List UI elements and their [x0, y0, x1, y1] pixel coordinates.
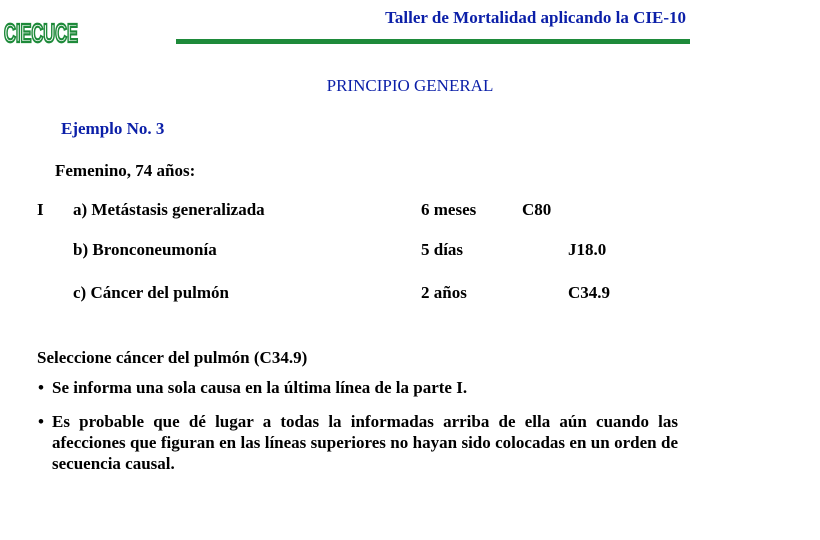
header-divider — [176, 39, 690, 44]
part-label: I — [37, 200, 44, 219]
bullet-text: Es probable que dé lugar a todas la informadas arriba de ella aún cuando las afecciones que figuran en las líneas superiores no hayan sido colocadas en un orden de secuencia causal. — [52, 412, 678, 473]
example-label: Ejemplo No. 3 — [61, 119, 165, 138]
cause-row-a-label: a) Metástasis generalizada — [73, 200, 265, 219]
cause-row-c-code: C34.9 — [568, 283, 611, 302]
cause-row-c-interval: 2 años — [421, 283, 467, 302]
cause-row-a-interval: 6 meses — [421, 200, 477, 219]
bullet-item — [38, 411, 678, 474]
cause-row-c-label: c) Cáncer del pulmón — [73, 283, 229, 302]
cause-row-b-label: b) Bronconeumonía — [73, 240, 217, 259]
cause-row-b-code: J18.0 — [568, 240, 607, 259]
cause-row-b-interval: 5 días — [421, 240, 464, 259]
bullet-text: Se informa una sola causa en la última línea de la parte I. — [52, 378, 468, 397]
bullet-dot-icon: • — [38, 378, 44, 397]
svg-text:CIECUCE: CIECUCE — [4, 18, 78, 48]
section-title: PRINCIPIO GENERAL — [326, 76, 494, 95]
cie-logo — [2, 2, 80, 52]
bullet-dot-icon: • — [38, 412, 44, 431]
bullet-item — [38, 377, 598, 398]
cause-row-a-code: C80 — [522, 200, 552, 219]
header-title: Taller de Mortalidad aplicando la CIE-10 — [385, 8, 686, 27]
selection-summary: Seleccione cáncer del pulmón (C34.9) — [37, 348, 308, 367]
patient-info: Femenino, 74 años: — [55, 161, 196, 180]
